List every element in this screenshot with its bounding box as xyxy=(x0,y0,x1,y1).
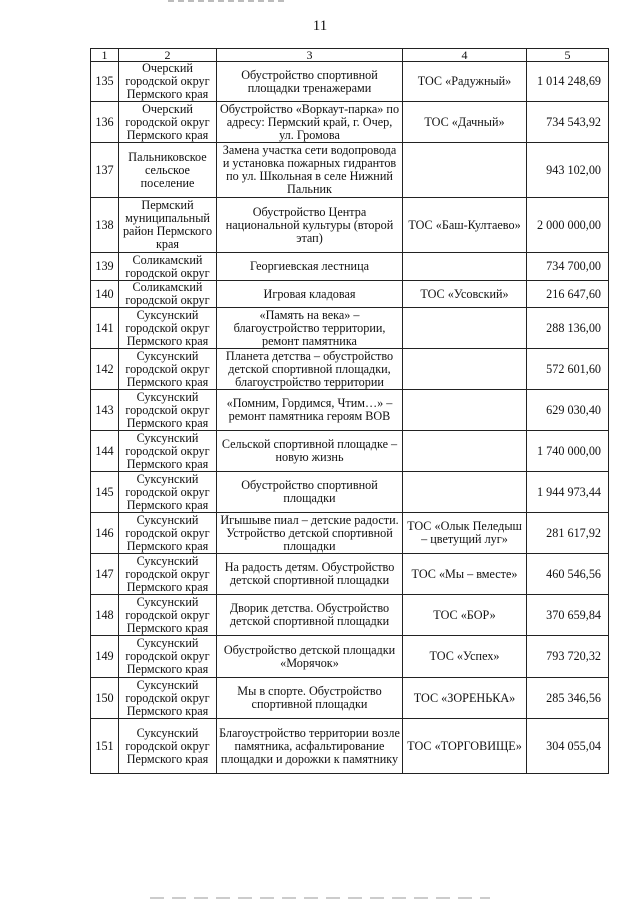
tos-cell xyxy=(403,472,527,513)
table-row xyxy=(91,198,609,253)
column-header: 1 xyxy=(91,49,119,62)
table-row xyxy=(91,308,609,349)
row-number: 142 xyxy=(91,349,119,390)
municipality-cell: Суксунский городской округ Пермского края xyxy=(119,349,217,390)
municipality-cell: Суксунский городской округ Пермского края xyxy=(119,678,217,719)
tos-cell xyxy=(403,143,527,198)
table-row xyxy=(91,349,609,390)
amount-cell: 943 102,00 xyxy=(527,143,609,198)
municipality-cell: Очерский городской округ Пермского края xyxy=(119,62,217,102)
project-cell: Обустройство «Воркаут-парка» по адресу: Пермский край, г. Очер, ул. Громова xyxy=(217,102,403,143)
municipality-cell: Соликамский городской округ xyxy=(119,253,217,281)
amount-cell: 793 720,32 xyxy=(527,636,609,678)
tos-cell: ТОС «Успех» xyxy=(403,636,527,678)
amount-cell: 460 546,56 xyxy=(527,554,609,595)
tos-cell: ТОС «БОР» xyxy=(403,595,527,636)
row-number: 146 xyxy=(91,513,119,554)
row-number: 151 xyxy=(91,719,119,774)
table-row xyxy=(91,472,609,513)
table-row xyxy=(91,102,609,143)
project-cell: Обустройство спортивной площадки xyxy=(217,472,403,513)
row-number: 137 xyxy=(91,143,119,198)
project-cell: Замена участка сети водопровода и установка пожарных гидрантов по ул. Школьная в селе Нижний Пальник xyxy=(217,143,403,198)
amount-cell: 572 601,60 xyxy=(527,349,609,390)
project-cell: Сельской спортивной площадке – новую жизнь xyxy=(217,431,403,472)
table-row xyxy=(91,143,609,198)
municipality-cell: Суксунский городской округ Пермского края xyxy=(119,513,217,554)
tos-cell: ТОС «Усовский» xyxy=(403,281,527,308)
data-table xyxy=(90,48,609,774)
row-number: 141 xyxy=(91,308,119,349)
amount-cell: 281 617,92 xyxy=(527,513,609,554)
table-row xyxy=(91,678,609,719)
tos-cell xyxy=(403,431,527,472)
project-cell: Игровая кладовая xyxy=(217,281,403,308)
column-header: 2 xyxy=(119,49,217,62)
row-number: 139 xyxy=(91,253,119,281)
tos-cell: ТОС «Радужный» xyxy=(403,62,527,102)
municipality-cell: Соликамский городской округ xyxy=(119,281,217,308)
project-cell: Дворик детства. Обустройство детской спортивной площадки xyxy=(217,595,403,636)
scan-artifact-top xyxy=(168,0,288,2)
amount-cell: 734 543,92 xyxy=(527,102,609,143)
column-header: 5 xyxy=(527,49,609,62)
table-row xyxy=(91,253,609,281)
table-header-row xyxy=(91,49,609,62)
amount-cell: 2 000 000,00 xyxy=(527,198,609,253)
page-number: 11 xyxy=(312,18,328,34)
municipality-cell: Суксунский городской округ Пермского края xyxy=(119,636,217,678)
tos-cell xyxy=(403,253,527,281)
row-number: 148 xyxy=(91,595,119,636)
municipality-cell: Суксунский городской округ Пермского края xyxy=(119,308,217,349)
tos-cell: ТОС «Олык Пеледыш – цветущий луг» xyxy=(403,513,527,554)
column-header: 4 xyxy=(403,49,527,62)
amount-cell: 304 055,04 xyxy=(527,719,609,774)
row-number: 147 xyxy=(91,554,119,595)
column-header: 3 xyxy=(217,49,403,62)
table-row xyxy=(91,281,609,308)
table-row xyxy=(91,431,609,472)
amount-cell: 1 944 973,44 xyxy=(527,472,609,513)
row-number: 149 xyxy=(91,636,119,678)
tos-cell: ТОС «Дачный» xyxy=(403,102,527,143)
project-cell: Обустройство детской площадки «Морячок» xyxy=(217,636,403,678)
project-cell: «Помним, Гордимся, Чтим…» – ремонт памятника героям ВОВ xyxy=(217,390,403,431)
table-row xyxy=(91,719,609,774)
row-number: 143 xyxy=(91,390,119,431)
project-cell: Игышыве пиал – детские радости. Устройство детской спортивной площадки xyxy=(217,513,403,554)
amount-cell: 1 014 248,69 xyxy=(527,62,609,102)
municipality-cell: Суксунский городской округ Пермского края xyxy=(119,554,217,595)
table-row xyxy=(91,513,609,554)
row-number: 135 xyxy=(91,62,119,102)
municipality-cell: Суксунский городской округ Пермского края xyxy=(119,390,217,431)
row-number: 144 xyxy=(91,431,119,472)
municipality-cell: Суксунский городской округ Пермского края xyxy=(119,431,217,472)
tos-cell xyxy=(403,308,527,349)
municipality-cell: Очерский городской округ Пермского края xyxy=(119,102,217,143)
municipality-cell: Суксунский городской округ Пермского края xyxy=(119,472,217,513)
table-row xyxy=(91,595,609,636)
amount-cell: 216 647,60 xyxy=(527,281,609,308)
amount-cell: 1 740 000,00 xyxy=(527,431,609,472)
scan-artifact-bottom xyxy=(150,897,490,899)
table-row xyxy=(91,390,609,431)
project-cell: Георгиевская лестница xyxy=(217,253,403,281)
amount-cell: 629 030,40 xyxy=(527,390,609,431)
row-number: 145 xyxy=(91,472,119,513)
project-cell: «Память на века» – благоустройство территории, ремонт памятника xyxy=(217,308,403,349)
row-number: 138 xyxy=(91,198,119,253)
table-row xyxy=(91,636,609,678)
amount-cell: 285 346,56 xyxy=(527,678,609,719)
row-number: 136 xyxy=(91,102,119,143)
tos-cell: ТОС «ТОРГОВИЩЕ» xyxy=(403,719,527,774)
project-cell: Благоустройство территории возле памятника, асфальтирование площадки и дорожки к памятнику xyxy=(217,719,403,774)
municipality-cell: Пермский муниципальный район Пермского края xyxy=(119,198,217,253)
table-row xyxy=(91,554,609,595)
municipality-cell: Пальниковское сельское поселение xyxy=(119,143,217,198)
project-cell: Обустройство Центра национальной культуры (второй этап) xyxy=(217,198,403,253)
project-cell: На радость детям. Обустройство детской спортивной площадки xyxy=(217,554,403,595)
project-cell: Мы в спорте. Обустройство спортивной площадки xyxy=(217,678,403,719)
tos-cell: ТОС «ЗОРЕНЬКА» xyxy=(403,678,527,719)
project-cell: Планета детства – обустройство детской спортивной площадки, благоустройство территории xyxy=(217,349,403,390)
tos-cell xyxy=(403,349,527,390)
row-number: 140 xyxy=(91,281,119,308)
amount-cell: 370 659,84 xyxy=(527,595,609,636)
table-body xyxy=(91,49,609,774)
row-number: 150 xyxy=(91,678,119,719)
table-row xyxy=(91,62,609,102)
tos-cell: ТОС «Баш-Култаево» xyxy=(403,198,527,253)
tos-cell xyxy=(403,390,527,431)
municipality-cell: Суксунский городской округ Пермского края xyxy=(119,595,217,636)
municipality-cell: Суксунский городской округ Пермского края xyxy=(119,719,217,774)
amount-cell: 288 136,00 xyxy=(527,308,609,349)
project-cell: Обустройство спортивной площадки тренажерами xyxy=(217,62,403,102)
amount-cell: 734 700,00 xyxy=(527,253,609,281)
tos-cell: ТОС «Мы – вместе» xyxy=(403,554,527,595)
